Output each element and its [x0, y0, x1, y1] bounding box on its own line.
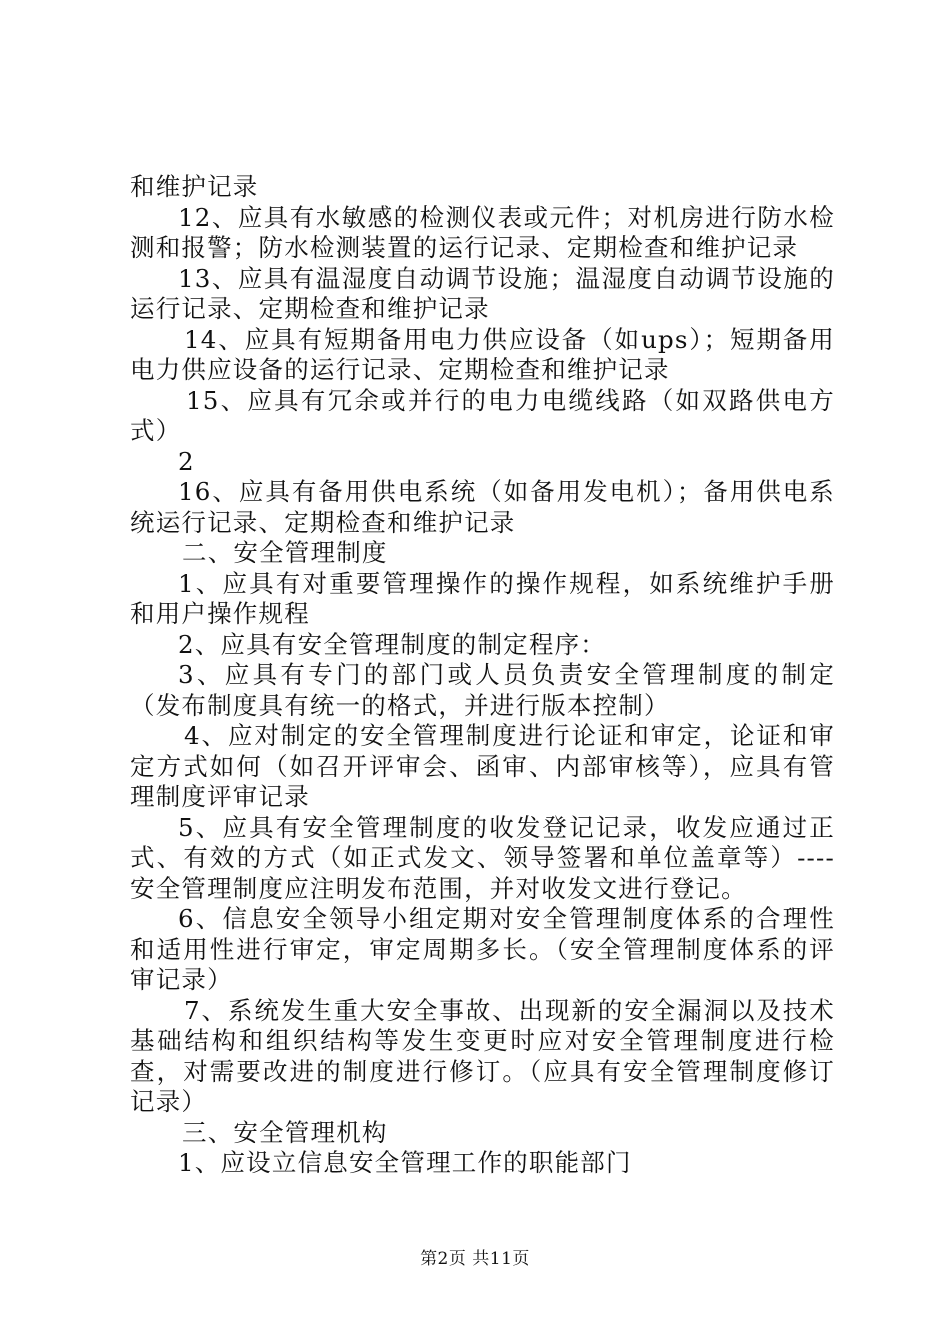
page-footer: 第2页 共11页: [420, 1249, 530, 1269]
paragraph-policy-2: 2、应具有安全管理制度的制定程序：: [178, 629, 606, 659]
document-body: [130, 172, 835, 1179]
paragraph-organization-1: 1、应设立信息安全管理工作的职能部门: [178, 1148, 632, 1177]
paragraph-policy-4: 4、应对制定的安全管理制度进行论证和审定，论证和审定方式如何（如召开评审会、函审、内部审核等），应具有管理制度评审记录: [130, 721, 835, 811]
paragraph-policy-3: 3、应具有专门的部门或人员负责安全管理制度的制定（发布制度具有统一的格式，并进行版本控制）: [130, 660, 835, 720]
paragraph-item-14: 14、应具有短期备用电力供应设备（如ups）；短期备用电力供应设备的运行记录、定期检查和维护记录: [130, 324, 835, 384]
section-heading-security-policy: 二、安全管理制度: [182, 538, 388, 567]
paragraph-item-16: 16、应具有备用供电系统（如备用发电机）；备用供电系统运行记录、定期检查和维护记录: [130, 477, 835, 537]
paragraph-policy-1: 1、应具有对重要管理操作的操作规程，如系统维护手册和用户操作规程: [130, 568, 835, 628]
paragraph-page-number-inline: 2: [178, 446, 195, 476]
paragraph-item-13: 13、应具有温湿度自动调节设施；温湿度自动调节设施的运行记录、定期检查和维护记录: [130, 263, 835, 323]
paragraph-policy-7: 7、系统发生重大安全事故、出现新的安全漏洞以及技术基础结构和组织结构等发生变更时应对安全管理制度进行检查，对需要改进的制度进行修订。（应具有安全管理制度修订记录）: [130, 995, 835, 1116]
paragraph-item-12: 12、应具有水敏感的检测仪表或元件；对机房进行防水检测和报警；防水检测装置的运行记录、定期检查和维护记录: [130, 202, 835, 262]
paragraph-policy-5: 5、应具有安全管理制度的收发登记记录，收发应通过正式、有效的方式（如正式发文、领导签署和单位盖章等）----安全管理制度应注明发布范围，并对收发文进行登记。: [130, 812, 835, 903]
paragraph-item-15: 15、应具有冗余或并行的电力电缆线路（如双路供电方式）: [130, 385, 835, 445]
paragraph-continuation: 和维护记录: [130, 172, 259, 201]
section-heading-security-organization: 三、安全管理机构: [182, 1117, 388, 1147]
paragraph-policy-6: 6、信息安全领导小组定期对安全管理制度体系的合理性和适用性进行审定，审定周期多长。（安全管理制度体系的评审记录）: [130, 904, 835, 994]
